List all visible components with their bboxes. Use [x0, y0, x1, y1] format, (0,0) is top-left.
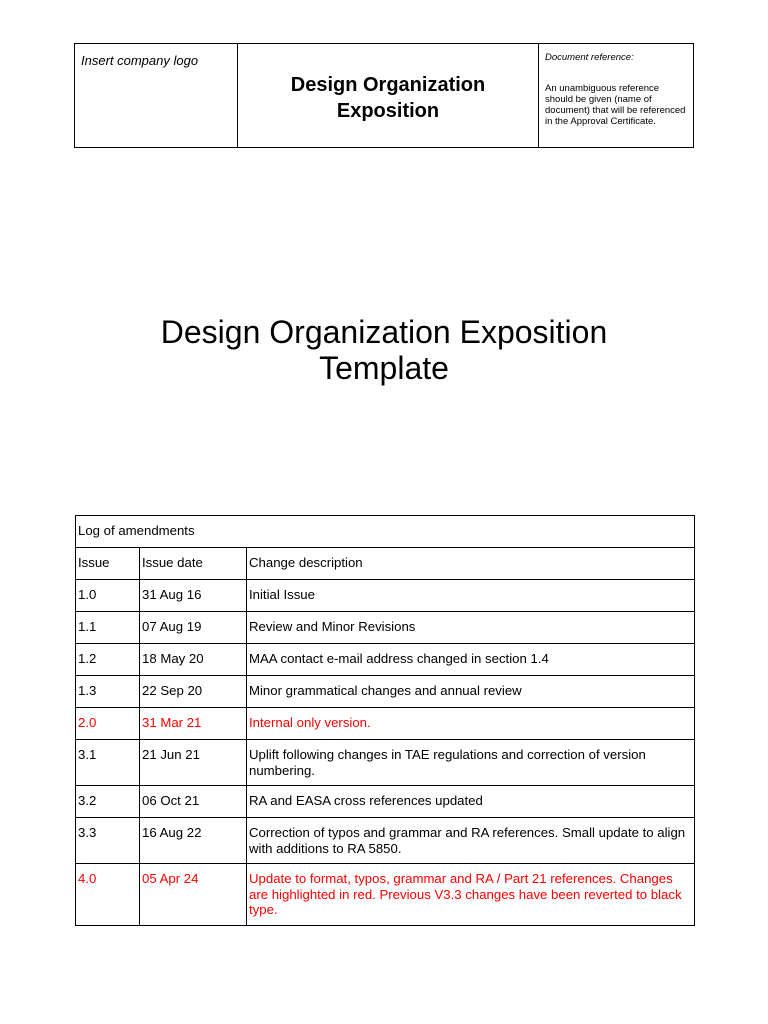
change-description-cell: RA and EASA cross references updated [247, 786, 695, 818]
header-title-cell [238, 44, 539, 147]
table-row [76, 740, 695, 786]
header-title-line-1: Design Organization [290, 74, 486, 96]
document-title-line-1: Design Organization Exposition [160, 314, 608, 350]
document-reference-cell [539, 44, 693, 147]
issue-date-cell: 07 Aug 19 [140, 612, 247, 644]
change-description-cell: Internal only version. [247, 708, 695, 740]
table-row [76, 676, 695, 708]
issue-date-cell: 05 Apr 24 [140, 864, 247, 926]
table-row [76, 818, 695, 864]
change-description-cell: Review and Minor Revisions [247, 612, 695, 644]
document-title [0, 314, 768, 386]
change-description-cell: Uplift following changes in TAE regulations and correction of version numbering. [247, 740, 695, 786]
amendments-caption: Log of amendments [76, 516, 695, 548]
issue-cell: 3.2 [76, 786, 140, 818]
issue-cell: 3.1 [76, 740, 140, 786]
document-reference-description: An unambiguous reference should be given (name of document) that will be referenced in the Approval Certificate. [545, 83, 686, 127]
issue-cell: 2.0 [76, 708, 140, 740]
issue-date-cell: 18 May 20 [140, 644, 247, 676]
issue-cell: 4.0 [76, 864, 140, 926]
issue-cell: 1.2 [76, 644, 140, 676]
column-header-issue: Issue [76, 548, 140, 580]
amendments-table [75, 515, 695, 926]
issue-date-cell: 16 Aug 22 [140, 818, 247, 864]
issue-cell: 1.1 [76, 612, 140, 644]
logo-placeholder-text: Insert company logo [81, 53, 199, 68]
table-row [76, 708, 695, 740]
issue-date-cell: 06 Oct 21 [140, 786, 247, 818]
issue-date-cell: 22 Sep 20 [140, 676, 247, 708]
change-description-cell: Update to format, typos, grammar and RA / Part 21 references. Changes are highlighted in red. Previous V3.3 changes have been reverted to black type. [247, 864, 695, 926]
document-header [74, 43, 694, 148]
document-title-line-2: Template [319, 350, 449, 386]
table-row [76, 864, 695, 926]
table-row [76, 580, 695, 612]
column-header-change-description: Change description [247, 548, 695, 580]
change-description-cell: Initial Issue [247, 580, 695, 612]
change-description-cell: Correction of typos and grammar and RA references. Small update to align with additions to RA 5850. [247, 818, 695, 864]
table-row [76, 644, 695, 676]
amendments-header-row [76, 548, 695, 580]
header-title-line-2: Exposition [336, 100, 440, 122]
change-description-cell: MAA contact e-mail address changed in section 1.4 [247, 644, 695, 676]
amendments-caption-row [76, 516, 695, 548]
document-reference-label: Document reference: [545, 52, 634, 63]
issue-date-cell: 31 Aug 16 [140, 580, 247, 612]
issue-cell: 1.0 [76, 580, 140, 612]
issue-cell: 3.3 [76, 818, 140, 864]
issue-date-cell: 21 Jun 21 [140, 740, 247, 786]
header-title [291, 72, 485, 124]
table-row [76, 612, 695, 644]
change-description-cell: Minor grammatical changes and annual review [247, 676, 695, 708]
column-header-issue-date: Issue date [140, 548, 247, 580]
issue-date-cell: 31 Mar 21 [140, 708, 247, 740]
issue-cell: 1.3 [76, 676, 140, 708]
table-row [76, 786, 695, 818]
company-logo-placeholder [75, 44, 238, 147]
